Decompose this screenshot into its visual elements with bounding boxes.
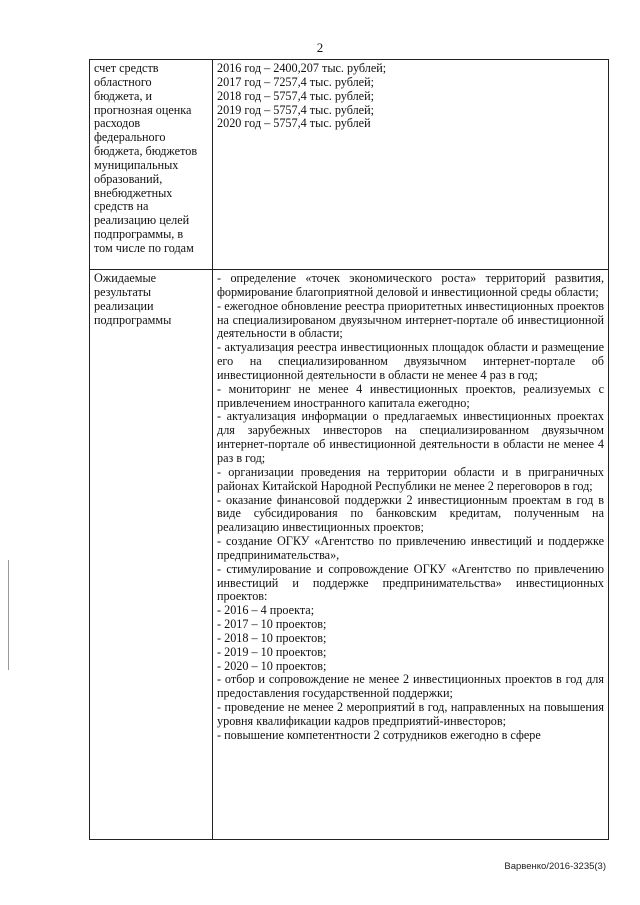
- result-item: - мониторинг не менее 4 инвестиционных проектов, реализуемых с привлечением иностранного капитала ежегодно;: [217, 381, 604, 410]
- result-item: - отбор и сопровождение не менее 2 инвестиционных проектов в год для предоставления государственной поддержки;: [217, 672, 604, 701]
- result-item: - оказание финансовой поддержки 2 инвестиционным проектам в год в виде субсидирования по банковским кредитам, полученным на реализацию инвестиционных проектов;: [217, 492, 604, 535]
- year-line: 2019 год – 5757,4 тыс. рублей;: [217, 102, 374, 117]
- result-item: - определение «точек экономического роста» территорий развития, формирование благоприятной деловой и инвестиционной среды области;: [217, 271, 604, 299]
- page-number: 2: [316, 40, 324, 55]
- result-item: - 2017 – 10 проектов;: [217, 617, 327, 632]
- year-line: 2018 год – 5757,4 тыс. рублей;: [217, 88, 374, 103]
- result-item: - стимулирование и сопровождение ОГКУ «Агентство по привлечению инвестиций и поддержке предпринимательства» инвестиционных проектов:: [217, 561, 604, 604]
- passport-table: [89, 59, 609, 840]
- result-item: - 2019 – 10 проектов;: [217, 644, 327, 659]
- year-line: 2016 год – 2400,207 тыс. рублей;: [217, 61, 387, 75]
- table-cell-label: [90, 270, 213, 840]
- table-row: [90, 60, 609, 270]
- result-item: - повышение компетентности 2 сотрудников ежегодно в сфере: [217, 727, 541, 742]
- row-label-results: Ожидаемые результаты реализации подпрограммы: [94, 271, 172, 327]
- table-cell-label: [90, 60, 213, 270]
- margin-line: [8, 560, 9, 670]
- table-row: [90, 270, 609, 840]
- result-item: - организации проведения на территории области и в приграничных районах Китайской Народной Республики не менее 2 переговоров в год;: [217, 464, 604, 493]
- result-item: - актуализация информации о предлагаемых инвестиционных проектах для зарубежных инвесторов на специализированном двуязычном интернет-портале об инвестиционной деятельности в области не менее 4 раз в год;: [217, 409, 604, 465]
- result-item: - проведение не менее 2 мероприятий в год, направленных на повышения уровня квалификации кадров предприятий-инвесторов;: [217, 700, 604, 728]
- row-label-financing: счет средств областного бюджета, и прогнозная оценка расходов федерального бюджета, бюджетов муниципальных образований, внебюджетных средств на реализацию целей подпрограммы, в том числе по годам: [94, 61, 198, 255]
- result-item: - 2018 – 10 проектов;: [217, 630, 327, 645]
- result-item: - создание ОГКУ «Агентство по привлечению инвестиций и поддержке предпринимательства»,: [217, 534, 604, 562]
- document-footer-code: Варвенко/2016-3235(3): [504, 861, 606, 872]
- result-item: - 2016 – 4 проекта;: [217, 603, 315, 618]
- year-line: 2020 год – 5757,4 тыс. рублей: [217, 116, 371, 131]
- table-cell-value: [213, 60, 609, 270]
- table-cell-value: [213, 270, 609, 840]
- result-item: - 2020 – 10 проектов;: [217, 658, 327, 673]
- year-line: 2017 год – 7257,4 тыс. рублей;: [217, 74, 374, 89]
- result-item: - актуализация реестра инвестиционных площадок области и размещение его на специализированном двуязычном интернет-портале об инвестиционной деятельности в области не менее 4 раз в год;: [217, 340, 604, 382]
- result-item: - ежегодное обновление реестра приоритетных инвестиционных проектов на специализированом двуязычном интернет-портале об инвестиционной деятельности в области;: [217, 298, 604, 341]
